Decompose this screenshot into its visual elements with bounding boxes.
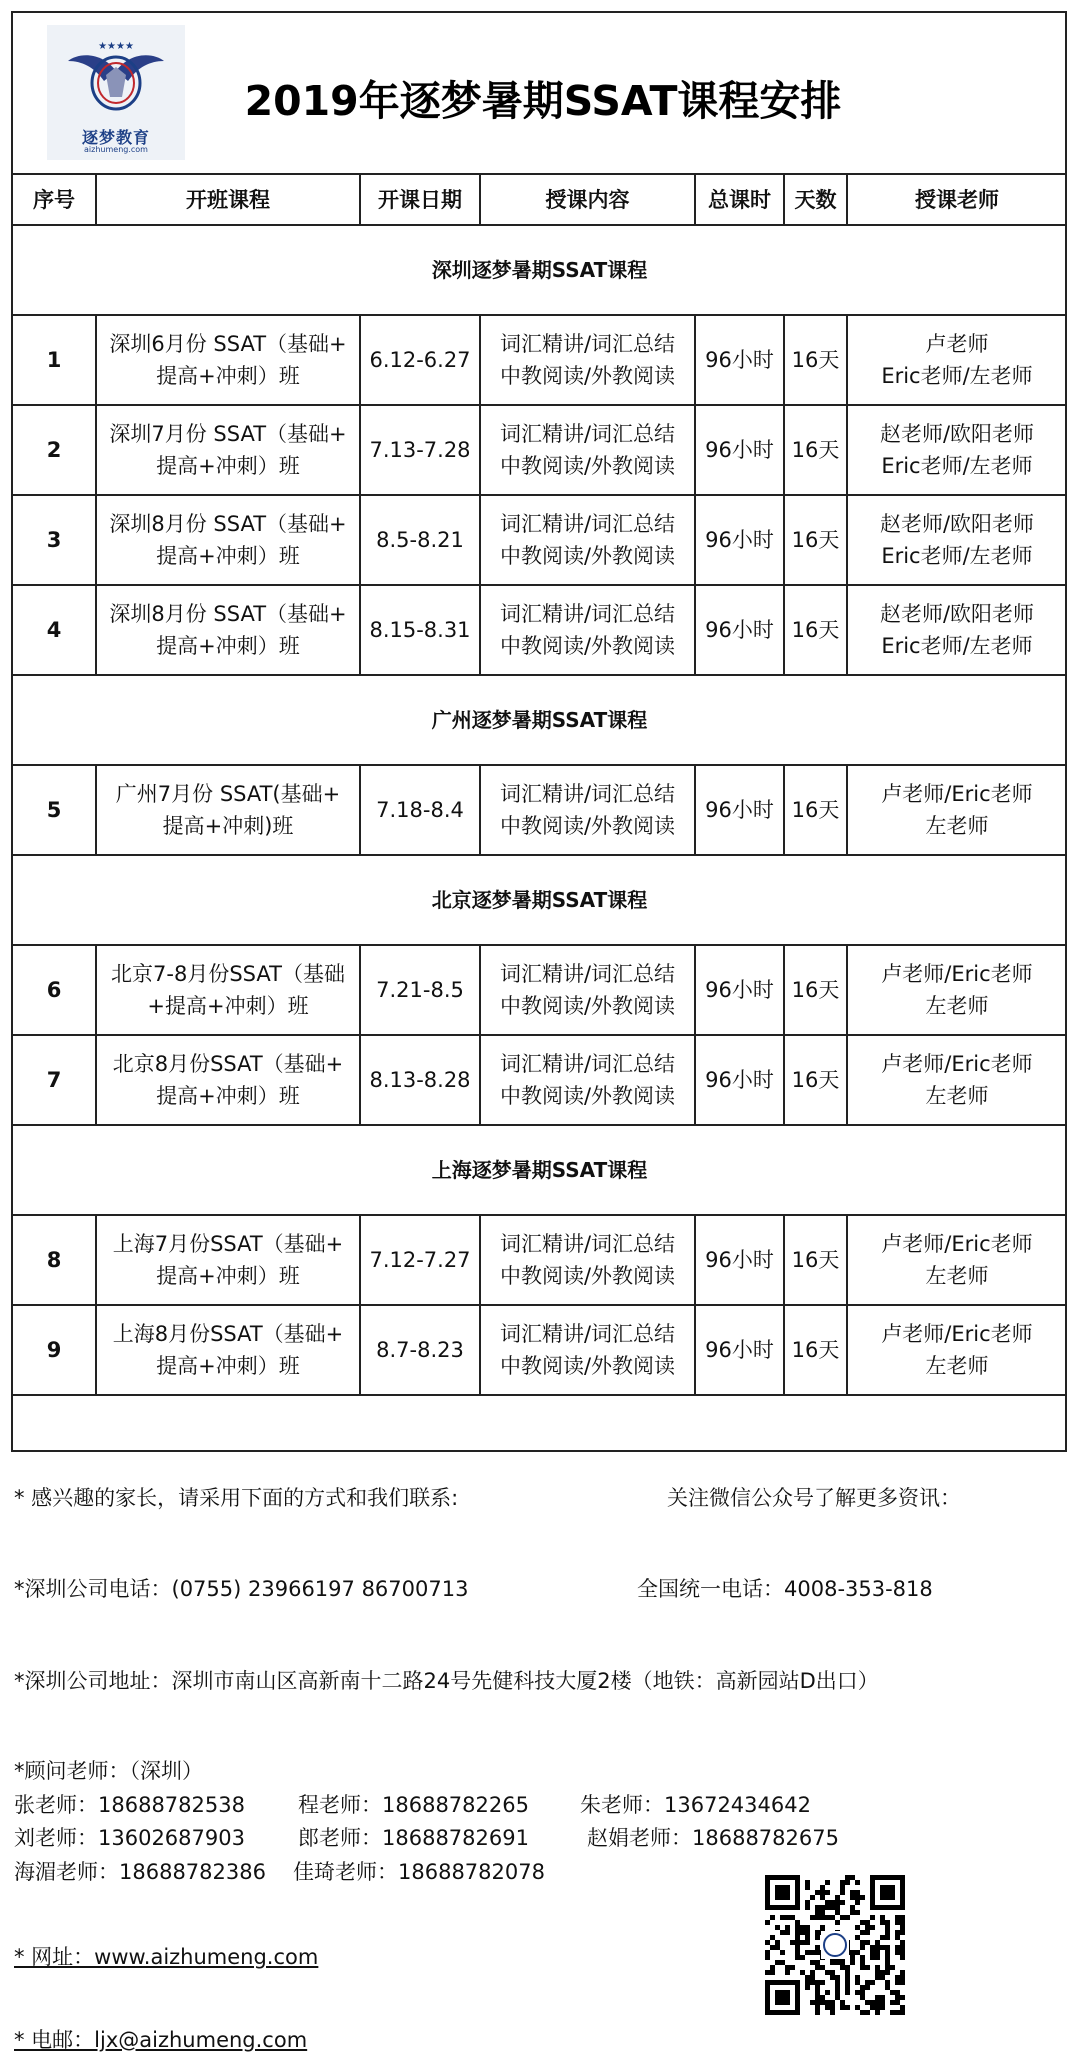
cell-line: Eric老师/左老师: [881, 634, 1033, 658]
course-name: [96, 1215, 360, 1305]
row-number: 3: [13, 495, 96, 585]
cell-line: 中教阅读/外教阅读: [499, 1354, 676, 1378]
course-content: [480, 945, 695, 1035]
table-row: [13, 315, 1066, 405]
start-date: 6.12-6.27: [360, 315, 480, 405]
total-hours: 96小时: [695, 1035, 784, 1125]
cell-line: 词汇精讲/词汇总结: [499, 1232, 676, 1256]
start-date: 8.7-8.23: [360, 1305, 480, 1395]
row-number: 1: [13, 315, 96, 405]
teachers: [847, 585, 1066, 675]
course-content: [480, 405, 695, 495]
total-hours: 96小时: [695, 495, 784, 585]
days: 16天: [784, 1305, 847, 1395]
total-hours: 96小时: [695, 315, 784, 405]
course-name: [96, 945, 360, 1035]
schedule-sheet: [11, 11, 1067, 1452]
empty-cell: [13, 1395, 1066, 1436]
cell-line: 词汇精讲/词汇总结: [499, 422, 676, 446]
column-header: 天数: [784, 174, 847, 225]
row-number: 7: [13, 1035, 96, 1125]
cell-line: 中教阅读/外教阅读: [499, 994, 676, 1018]
logo-brand-text: 逐梦教育: [81, 128, 150, 147]
cell-line: +提高+冲刺）班: [147, 994, 309, 1018]
wechat-note: 关注微信公众号了解更多资讯：: [667, 1486, 961, 1510]
cell-line: 中教阅读/外教阅读: [499, 634, 676, 658]
table-row: [13, 765, 1066, 855]
national-phone: 全国统一电话：4008-353-818: [637, 1577, 933, 1601]
total-hours: 96小时: [695, 405, 784, 495]
cell-line: 左老师: [925, 1084, 989, 1108]
table-row: [13, 1035, 1066, 1125]
cell-line: 卢老师/Eric老师: [881, 1322, 1033, 1346]
empty-footer-row: [13, 1395, 1066, 1436]
course-name: [96, 1035, 360, 1125]
advisor-cheng: 程老师：18688782265: [298, 1793, 529, 1817]
row-number: 9: [13, 1305, 96, 1395]
cell-line: 北京7-8月份SSAT（基础: [111, 962, 345, 986]
eagle-logo-icon: [66, 31, 166, 125]
page-title: 2019年逐梦暑期SSAT课程安排: [244, 77, 842, 125]
course-content: [480, 1215, 695, 1305]
cell-line: Eric老师/左老师: [881, 544, 1033, 568]
cell-line: 赵老师/欧阳老师: [879, 602, 1035, 626]
course-content: [480, 495, 695, 585]
days: 16天: [784, 405, 847, 495]
advisor-zhu: 朱老师：13672434642: [580, 1793, 811, 1817]
start-date: 7.18-8.4: [360, 765, 480, 855]
table-row: [13, 405, 1066, 495]
table-row: [13, 945, 1066, 1035]
start-date: 7.21-8.5: [360, 945, 480, 1035]
cell-line: 深圳6月份 SSAT（基础+: [109, 332, 347, 356]
start-date: 8.5-8.21: [360, 495, 480, 585]
title-row: [13, 13, 1065, 175]
cell-line: 赵老师/欧阳老师: [879, 512, 1035, 536]
advisor-zhang: 张老师：18688782538: [14, 1793, 245, 1817]
cell-line: 左老师: [925, 1264, 989, 1288]
cell-line: 词汇精讲/词汇总结: [499, 332, 676, 356]
row-number: 4: [13, 585, 96, 675]
course-content: [480, 765, 695, 855]
total-hours: 96小时: [695, 1305, 784, 1395]
column-header: 总课时: [695, 174, 784, 225]
teachers: [847, 315, 1066, 405]
section-row: [13, 675, 1066, 765]
row-number: 5: [13, 765, 96, 855]
start-date: 7.13-7.28: [360, 405, 480, 495]
start-date: 7.12-7.27: [360, 1215, 480, 1305]
course-content: [480, 1305, 695, 1395]
section-row: [13, 1125, 1066, 1215]
days: 16天: [784, 315, 847, 405]
shenzhen-address: *深圳公司地址：深圳市南山区高新南十二路24号先健科技大厦2楼（地铁：高新园站D出口）: [14, 1669, 879, 1693]
cell-line: 提高+冲刺）班: [156, 634, 300, 658]
row-number: 2: [13, 405, 96, 495]
section-title: 广州逐梦暑期SSAT课程: [13, 675, 1066, 765]
cell-line: 提高+冲刺)班: [162, 814, 294, 838]
website-link[interactable]: * 网址：www.aizhumeng.com: [14, 1945, 319, 1969]
cell-line: 卢老师/Eric老师: [881, 1232, 1033, 1256]
logo-url-text: aizhumeng.com: [84, 145, 148, 154]
advisor-lang: 郎老师：18688782691: [298, 1826, 529, 1850]
cell-line: 提高+冲刺）班: [156, 454, 300, 478]
cell-line: 上海8月份SSAT（基础+: [112, 1322, 344, 1346]
course-name: [96, 585, 360, 675]
course-content: [480, 315, 695, 405]
course-name: [96, 495, 360, 585]
cell-line: 广州7月份 SSAT(基础+: [115, 782, 341, 806]
teachers: [847, 1035, 1066, 1125]
advisors-title: *顾问老师：（深圳）: [14, 1759, 203, 1783]
cell-line: 词汇精讲/词汇总结: [499, 602, 676, 626]
email-link[interactable]: * 电邮：ljx@aizhumeng.com: [14, 2028, 308, 2052]
cell-line: 卢老师/Eric老师: [881, 962, 1033, 986]
cell-line: 深圳7月份 SSAT（基础+: [109, 422, 347, 446]
wechat-qr-code: [765, 1875, 905, 2015]
cell-line: 中教阅读/外教阅读: [499, 364, 676, 388]
course-name: [96, 1305, 360, 1395]
cell-line: 中教阅读/外教阅读: [499, 454, 676, 478]
column-header: 开班课程: [96, 174, 360, 225]
advisor-zhaojuan: 赵娟老师：18688782675: [587, 1826, 839, 1850]
days: 16天: [784, 1035, 847, 1125]
section-title: 上海逐梦暑期SSAT课程: [13, 1125, 1066, 1215]
course-content: [480, 585, 695, 675]
cell-line: 左老师: [925, 1354, 989, 1378]
cell-line: 词汇精讲/词汇总结: [499, 782, 676, 806]
start-date: 8.15-8.31: [360, 585, 480, 675]
cell-line: 左老师: [925, 994, 989, 1018]
cell-line: 词汇精讲/词汇总结: [499, 1322, 676, 1346]
section-row: [13, 855, 1066, 945]
section-title: 北京逐梦暑期SSAT课程: [13, 855, 1066, 945]
course-schedule-table: [13, 173, 1066, 1436]
contact-intro: * 感兴趣的家长，请采用下面的方式和我们联系:: [14, 1486, 459, 1510]
cell-line: 提高+冲刺）班: [156, 364, 300, 388]
cell-line: 中教阅读/外教阅读: [499, 544, 676, 568]
cell-line: 提高+冲刺）班: [156, 1084, 300, 1108]
days: 16天: [784, 585, 847, 675]
teachers: [847, 945, 1066, 1035]
total-hours: 96小时: [695, 945, 784, 1035]
cell-line: 提高+冲刺）班: [156, 1354, 300, 1378]
cell-line: 卢老师/Eric老师: [881, 782, 1033, 806]
total-hours: 96小时: [695, 585, 784, 675]
course-content: [480, 1035, 695, 1125]
cell-line: Eric老师/左老师: [881, 364, 1033, 388]
teachers: [847, 1305, 1066, 1395]
column-header: 授课老师: [847, 174, 1066, 225]
cell-line: 深圳8月份 SSAT（基础+: [109, 512, 347, 536]
svg-text:★★★★: ★★★★: [98, 41, 134, 52]
teachers: [847, 495, 1066, 585]
column-header: 授课内容: [480, 174, 695, 225]
header-row: [13, 174, 1066, 225]
teachers: [847, 1215, 1066, 1305]
section-title: 深圳逐梦暑期SSAT课程: [13, 225, 1066, 315]
cell-line: 提高+冲刺）班: [156, 1264, 300, 1288]
table-row: [13, 1215, 1066, 1305]
table-row: [13, 495, 1066, 585]
days: 16天: [784, 765, 847, 855]
cell-line: 中教阅读/外教阅读: [499, 814, 676, 838]
total-hours: 96小时: [695, 1215, 784, 1305]
cell-line: 赵老师/欧阳老师: [879, 422, 1035, 446]
course-name: [96, 315, 360, 405]
advisor-haimei: 海湄老师：18688782386: [14, 1860, 266, 1884]
cell-line: 中教阅读/外教阅读: [499, 1084, 676, 1108]
cell-line: 词汇精讲/词汇总结: [499, 1052, 676, 1076]
row-number: 8: [13, 1215, 96, 1305]
column-header: 序号: [13, 174, 96, 225]
days: 16天: [784, 1215, 847, 1305]
cell-line: Eric老师/左老师: [881, 454, 1033, 478]
cell-line: 词汇精讲/词汇总结: [499, 512, 676, 536]
logo: [47, 25, 185, 160]
column-header: 开课日期: [360, 174, 480, 225]
advisor-jiaqi: 佳琦老师：18688782078: [293, 1860, 545, 1884]
teachers: [847, 765, 1066, 855]
cell-line: 左老师: [925, 814, 989, 838]
cell-line: 深圳8月份 SSAT（基础+: [109, 602, 347, 626]
cell-line: 北京8月份SSAT（基础+: [112, 1052, 344, 1076]
cell-line: 卢老师: [925, 332, 989, 356]
course-name: [96, 405, 360, 495]
start-date: 8.13-8.28: [360, 1035, 480, 1125]
cell-line: 提高+冲刺）班: [156, 544, 300, 568]
cell-line: 卢老师/Eric老师: [881, 1052, 1033, 1076]
cell-line: 词汇精讲/词汇总结: [499, 962, 676, 986]
course-name: [96, 765, 360, 855]
days: 16天: [784, 495, 847, 585]
shenzhen-phone: *深圳公司电话：(0755) 23966197 86700713: [14, 1577, 469, 1601]
row-number: 6: [13, 945, 96, 1035]
cell-line: 中教阅读/外教阅读: [499, 1264, 676, 1288]
total-hours: 96小时: [695, 765, 784, 855]
teachers: [847, 405, 1066, 495]
days: 16天: [784, 945, 847, 1035]
section-row: [13, 225, 1066, 315]
table-row: [13, 1305, 1066, 1395]
cell-line: 上海7月份SSAT（基础+: [112, 1232, 344, 1256]
advisor-liu: 刘老师：13602687903: [14, 1826, 245, 1850]
table-row: [13, 585, 1066, 675]
